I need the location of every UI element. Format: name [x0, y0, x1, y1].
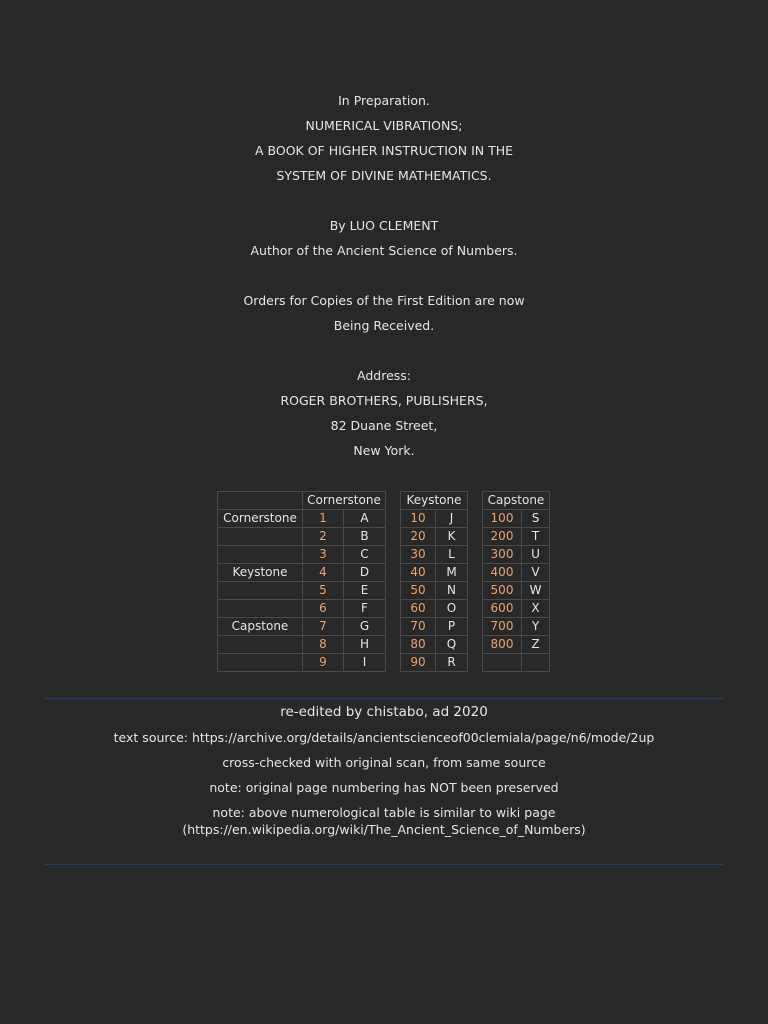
row-label: [218, 636, 303, 654]
cornerstone-number: 7: [303, 618, 344, 636]
cornerstone-letter: E: [344, 582, 386, 600]
keystone-number: 40: [401, 564, 436, 582]
keystone-number: 10: [401, 510, 436, 528]
capstone-number: 800: [483, 636, 522, 654]
keystone-number: 80: [401, 636, 436, 654]
orders-line-1: Orders for Copies of the First Edition are now: [243, 293, 525, 308]
divider-top: [44, 698, 724, 699]
page-numbering-note: note: original page numbering has NOT been preserved: [209, 780, 559, 795]
table-spacer-cell: [386, 618, 401, 636]
keystone-number: 70: [401, 618, 436, 636]
keystone-number: 60: [401, 600, 436, 618]
cornerstone-letter: A: [344, 510, 386, 528]
capstone-letter: Z: [522, 636, 550, 654]
table-spacer-cell: [468, 654, 483, 672]
keystone-letter: P: [436, 618, 468, 636]
capstone-number: 100: [483, 510, 522, 528]
row-label: Keystone: [218, 564, 303, 582]
keystone-letter: R: [436, 654, 468, 672]
row-label: [218, 546, 303, 564]
numerology-table-body: [218, 492, 550, 672]
capstone-number: 200: [483, 528, 522, 546]
capstone-letter: V: [522, 564, 550, 582]
table-spacer-cell: [468, 528, 483, 546]
table-spacer-cell: [386, 510, 401, 528]
cornerstone-number: 1: [303, 510, 344, 528]
table-row: [218, 654, 550, 672]
table-spacer-cell: [468, 636, 483, 654]
title-line-2: A BOOK OF HIGHER INSTRUCTION IN THE: [254, 143, 514, 158]
keystone-letter: O: [436, 600, 468, 618]
capstone-number: 300: [483, 546, 522, 564]
cornerstone-number: 3: [303, 546, 344, 564]
reedited-by: re-edited by chistabo, ad 2020: [280, 704, 488, 720]
author-note: Author of the Ancient Science of Numbers.: [250, 243, 518, 258]
keystone-number: 90: [401, 654, 436, 672]
cornerstone-number: 9: [303, 654, 344, 672]
cornerstone-letter: G: [344, 618, 386, 636]
cornerstone-letter: D: [344, 564, 386, 582]
text-source: text source: https://archive.org/details/ancientscienceof00clemiala/page/n6/mode/2up: [113, 730, 655, 745]
cornerstone-letter: H: [344, 636, 386, 654]
cornerstone-letter: I: [344, 654, 386, 672]
table-spacer-cell: [468, 582, 483, 600]
capstone-letter: X: [522, 600, 550, 618]
table-similarity-note: note: above numerological table is similar to wiki page: [212, 805, 556, 820]
capstone-number: [483, 654, 522, 672]
table-row: [218, 582, 550, 600]
capstone-number: 400: [483, 564, 522, 582]
divider-bottom: [44, 864, 724, 865]
capstone-letter: T: [522, 528, 550, 546]
table-spacer-cell: [386, 636, 401, 654]
table-spacer-cell: [468, 564, 483, 582]
table-row: [218, 528, 550, 546]
row-label: [218, 582, 303, 600]
column-header-capstone: Capstone: [483, 492, 550, 510]
cornerstone-number: 5: [303, 582, 344, 600]
table-spacer-cell: [468, 510, 483, 528]
keystone-letter: Q: [436, 636, 468, 654]
table-spacer-cell: [386, 528, 401, 546]
keystone-letter: L: [436, 546, 468, 564]
cornerstone-letter: C: [344, 546, 386, 564]
table-spacer-cell: [386, 492, 401, 510]
table-row: [218, 636, 550, 654]
capstone-letter: Y: [522, 618, 550, 636]
capstone-letter: S: [522, 510, 550, 528]
front-matter: [0, 88, 768, 463]
table-spacer-cell: [386, 564, 401, 582]
capstone-letter: U: [522, 546, 550, 564]
notice-line: In Preparation.: [338, 93, 430, 108]
table-spacer-cell: [386, 654, 401, 672]
cornerstone-number: 6: [303, 600, 344, 618]
keystone-letter: K: [436, 528, 468, 546]
byline: By LUO CLEMENT: [329, 218, 439, 233]
cornerstone-number: 2: [303, 528, 344, 546]
table-spacer-cell: [468, 546, 483, 564]
city: New York.: [353, 443, 415, 458]
capstone-letter: [522, 654, 550, 672]
row-label: Cornerstone: [218, 510, 303, 528]
keystone-number: 50: [401, 582, 436, 600]
table-row: [218, 600, 550, 618]
table-spacer-cell: [386, 546, 401, 564]
cornerstone-number: 8: [303, 636, 344, 654]
numerology-table: [217, 491, 550, 672]
address-label: Address:: [357, 368, 411, 383]
row-label: Capstone: [218, 618, 303, 636]
edition-credits: [0, 700, 768, 838]
cross-check-note: cross-checked with original scan, from same source: [222, 755, 546, 770]
keystone-letter: M: [436, 564, 468, 582]
cornerstone-letter: B: [344, 528, 386, 546]
table-header-row: [218, 492, 550, 510]
keystone-letter: N: [436, 582, 468, 600]
table-spacer-cell: [468, 492, 483, 510]
column-header-cornerstone: Cornerstone: [303, 492, 386, 510]
cornerstone-letter: F: [344, 600, 386, 618]
row-label: [218, 654, 303, 672]
capstone-number: 600: [483, 600, 522, 618]
row-label: [218, 600, 303, 618]
publisher-name: ROGER BROTHERS, PUBLISHERS,: [280, 393, 488, 408]
table-row: [218, 510, 550, 528]
row-label: [218, 528, 303, 546]
street-address: 82 Duane Street,: [330, 418, 438, 433]
title-line-1: NUMERICAL VIBRATIONS;: [305, 118, 463, 133]
orders-line-2: Being Received.: [333, 318, 435, 333]
capstone-letter: W: [522, 582, 550, 600]
table-row: [218, 564, 550, 582]
table-corner-cell: [218, 492, 303, 510]
capstone-number: 700: [483, 618, 522, 636]
title-line-3: SYSTEM OF DIVINE MATHEMATICS.: [276, 168, 492, 183]
cornerstone-number: 4: [303, 564, 344, 582]
table-row: [218, 546, 550, 564]
table-row: [218, 618, 550, 636]
capstone-number: 500: [483, 582, 522, 600]
table-spacer-cell: [386, 600, 401, 618]
table-spacer-cell: [468, 618, 483, 636]
keystone-number: 30: [401, 546, 436, 564]
table-spacer-cell: [386, 582, 401, 600]
keystone-number: 20: [401, 528, 436, 546]
wiki-link[interactable]: (https://en.wikipedia.org/wiki/The_Ancient_Science_of_Numbers): [182, 822, 586, 837]
keystone-letter: J: [436, 510, 468, 528]
column-header-keystone: Keystone: [401, 492, 468, 510]
table-spacer-cell: [468, 600, 483, 618]
